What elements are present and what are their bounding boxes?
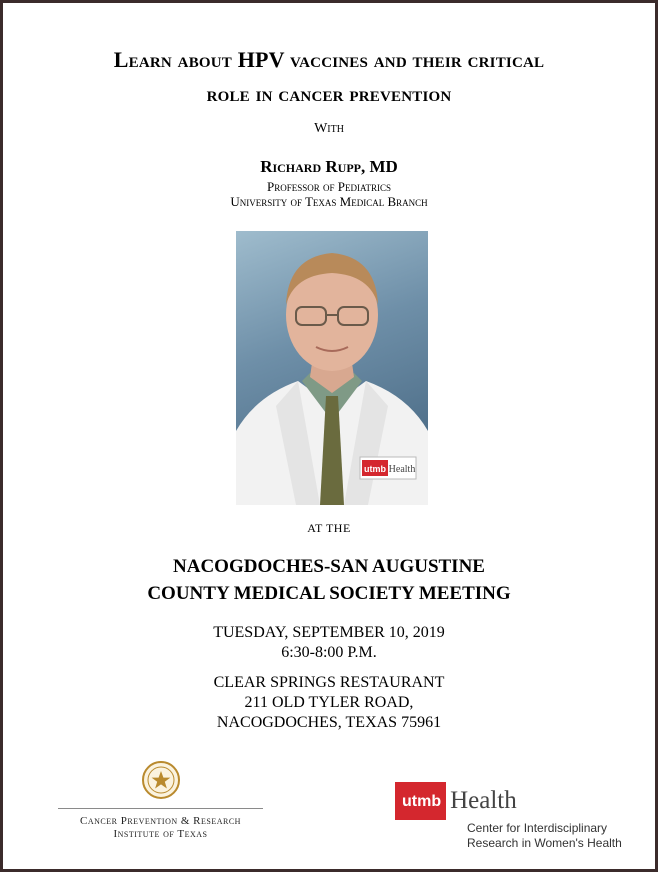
speaker-credentials — [3, 179, 655, 209]
cprit-logo — [58, 760, 263, 841]
speaker-photo — [236, 231, 428, 505]
event-name — [3, 553, 655, 607]
cprit-line-1: Cancer Prevention & Research — [80, 815, 241, 827]
venue-name: CLEAR SPRINGS RESTAURANT — [213, 674, 445, 691]
coat-logo-box-text: utmb — [364, 464, 386, 474]
utmb-health-word: Health — [450, 787, 517, 814]
event-datetime — [3, 623, 655, 663]
utmb-center-line-1: Center for Interdisciplinary — [467, 821, 608, 835]
title-line-1: Learn about HPV vaccines and their critical — [113, 47, 545, 72]
coat-logo-word: Health — [388, 464, 416, 475]
speaker-portrait-illustration — [236, 231, 428, 505]
event-date: TUESDAY, SEPTEMBER 10, 2019 — [213, 624, 445, 641]
speaker-position: Professor of Pediatrics — [267, 179, 391, 194]
venue-city: NACOGDOCHES, TEXAS 75961 — [216, 714, 442, 731]
speaker-name: Richard Rupp, MD — [260, 157, 398, 176]
flyer-title — [3, 43, 655, 111]
title-line-2: role in cancer prevention — [206, 81, 452, 106]
utmb-center-line-2: Research in Women's Health — [467, 836, 622, 850]
utmb-box: utmb — [395, 782, 446, 820]
event-time: 6:30-8:00 P.M. — [281, 644, 377, 661]
with-label: With — [314, 121, 344, 136]
event-location — [3, 673, 655, 733]
event-line-1: NACOGDOCHES-SAN AUGUSTINE — [173, 556, 485, 577]
speaker-institution: University of Texas Medical Branch — [230, 194, 428, 209]
venue-street: 211 OLD TYLER ROAD, — [244, 694, 414, 711]
at-the-label: AT THE — [307, 521, 351, 535]
utmb-health-logo — [395, 782, 635, 850]
cprit-divider — [58, 808, 263, 809]
texas-seal-icon — [141, 760, 181, 800]
event-line-2: COUNTY MEDICAL SOCIETY MEETING — [147, 583, 511, 604]
cprit-line-2: Institute of Texas — [113, 828, 208, 840]
